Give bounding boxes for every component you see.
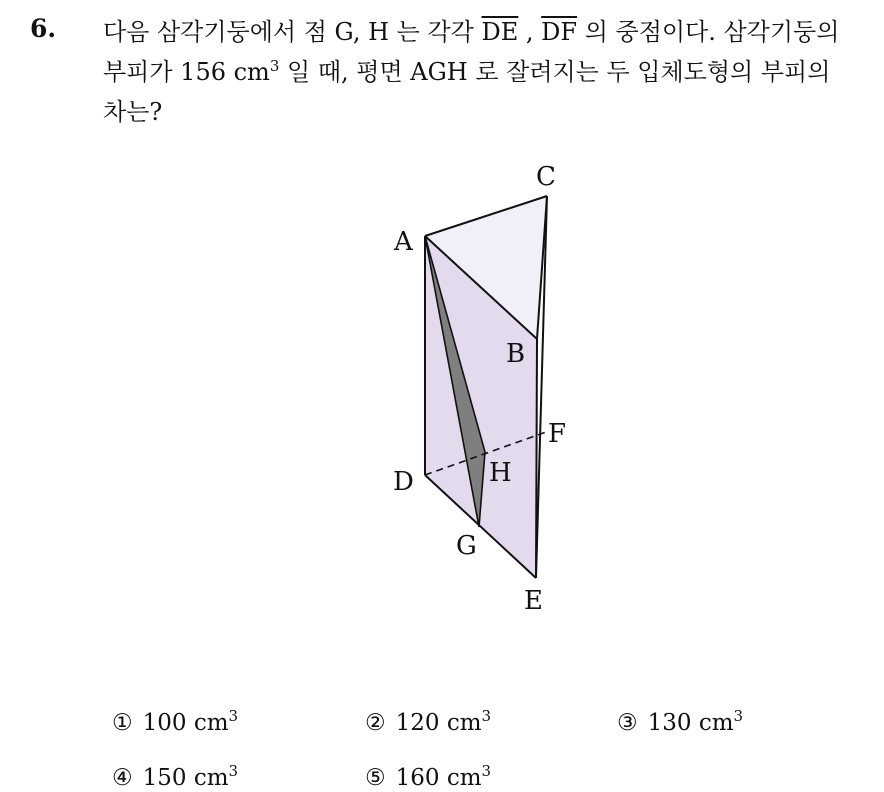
segment-df: $\overline{DF}$ [541,18,578,46]
choice-2[interactable] [365,707,492,736]
label-g: G [456,531,477,561]
choice-3-exponent: 3 [733,707,744,725]
label-b: B [506,339,526,369]
question-line-1-part-c: 의 중점이다. 삼각기둥의 [577,18,840,46]
label-a: A [394,227,413,257]
choice-3-value: 130 cm [647,710,734,736]
segment-de: $\overline{DE}$ [481,18,519,46]
choice-4-value: 150 cm [142,765,229,791]
question-line-1-part-b: , [518,18,542,46]
choice-5-mark: ⑤ [365,765,386,791]
choice-1-exponent: 3 [228,707,239,725]
question-line-3: 차는? [103,98,163,126]
choice-4-exponent: 3 [228,762,239,780]
choice-5[interactable] [365,762,492,791]
label-h: H [489,458,512,488]
label-c: C [536,162,556,192]
label-f: F [548,419,567,449]
volume-text: 부피가 156 cm [103,58,270,86]
choice-1-mark: ① [112,710,133,736]
choice-2-exponent: 3 [481,707,492,725]
choice-3-mark: ③ [617,710,638,736]
label-e: E [524,586,543,616]
question-line-1-part-a: 다음 삼각기둥에서 점 G, H 는 각각 [103,18,482,46]
choice-4[interactable] [112,762,239,791]
choice-5-exponent: 3 [481,762,492,780]
choice-2-value: 120 cm [395,710,482,736]
choice-3[interactable] [617,707,744,736]
question-line-2-part-b: 일 때, 평면 AGH 로 잘려지는 두 입체도형의 부피의 [279,58,831,86]
question-number: 6. [30,14,57,43]
volume-exponent: 3 [269,57,280,75]
choice-2-mark: ② [365,710,386,736]
choice-1[interactable] [112,707,239,736]
choice-1-value: 100 cm [142,710,229,736]
label-d: D [393,467,414,497]
choice-5-value: 160 cm [395,765,482,791]
choice-4-mark: ④ [112,765,133,791]
